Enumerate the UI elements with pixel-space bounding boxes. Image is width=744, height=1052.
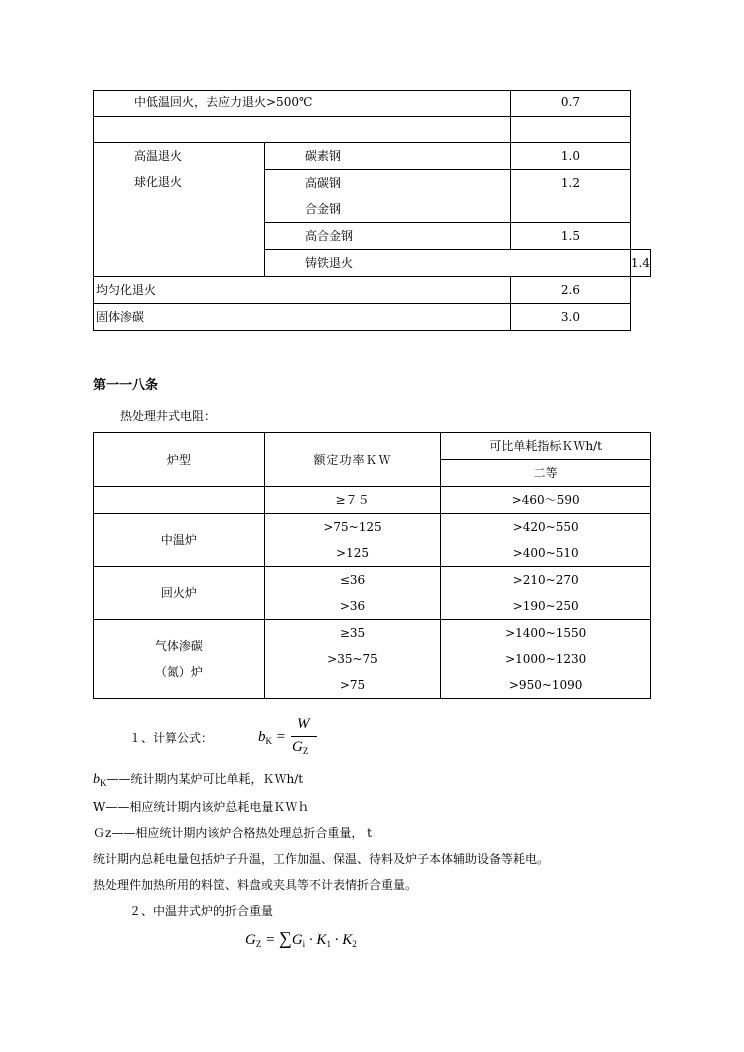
- value-cell: [441, 567, 651, 620]
- power-cell: [264, 567, 441, 620]
- note-2: 热处理件加热所用的料筐、料盘或夹具等不计表情折合重量。: [93, 878, 418, 892]
- value-line: >1400~1550: [505, 626, 587, 640]
- annealing-coefficient-table: [93, 90, 651, 331]
- row-value: 1.4: [630, 250, 650, 277]
- power-cell: [264, 620, 441, 699]
- section-heading: 第一一八条: [93, 378, 159, 393]
- row-value: 1.2: [511, 170, 631, 223]
- value-line: >400~510: [512, 546, 579, 560]
- steel-type: [264, 170, 510, 223]
- row-value: 3.0: [511, 304, 631, 331]
- value-line: >210~270: [512, 573, 579, 587]
- value-cell: >460～590: [441, 487, 651, 514]
- value-line: >1000~1230: [505, 652, 587, 666]
- row-label: [94, 143, 265, 277]
- note-1: 统计期内总耗电量包括炉子升温，工作加温、保温、待料及炉子本体辅助设备等耗电。: [93, 852, 550, 866]
- power-cell: ≥７５: [264, 487, 441, 514]
- type-cell: [94, 620, 265, 699]
- steel-type: 高合金钢: [264, 223, 510, 250]
- type-cell: 中温炉: [94, 514, 265, 567]
- row-value: 0.7: [511, 91, 631, 117]
- value-line: >950~1090: [508, 678, 583, 692]
- power-line: >125: [336, 546, 369, 560]
- row-value: 1.5: [511, 223, 631, 250]
- power-line: ≤36: [339, 573, 366, 587]
- formula-gz: $G_Z = \sum G_i \cdot K_1 \cdot K_2$: [245, 928, 357, 949]
- bk-definition: [93, 770, 303, 792]
- power-line: ≥35: [339, 626, 366, 640]
- header-type: 炉型: [94, 433, 265, 487]
- section-intro: 热处理井式电阻：: [120, 409, 217, 423]
- row-label: 均匀化退火: [94, 277, 511, 304]
- power-line: >35~75: [327, 652, 378, 666]
- w-definition: W——相应统计期内该炉总耗电量ＫＷｈ: [93, 800, 310, 814]
- value-line: >420~550: [512, 520, 579, 534]
- power-line: >36: [339, 599, 366, 613]
- item-1-label: １、计算公式：: [129, 731, 214, 745]
- item-2-label: ２、中温井式炉的折合重量: [129, 904, 274, 918]
- label-line: 球化退火: [134, 175, 183, 189]
- value-cell: [441, 514, 651, 567]
- label-line: 高碳钢: [304, 176, 341, 190]
- value-line: >190~250: [512, 599, 579, 613]
- type-line: （氮）炉: [154, 665, 203, 679]
- power-line: >75: [339, 678, 366, 692]
- empty-cell: [511, 117, 631, 143]
- type-cell: [94, 487, 265, 514]
- steel-type: 碳素钢: [264, 143, 510, 170]
- gz-definition: Ｇz——相应统计期内该炉合格热处理总折合重量， t: [93, 826, 372, 840]
- furnace-consumption-table: [93, 432, 651, 699]
- row-label: 固体渗碳: [94, 304, 511, 331]
- type-line: 气体渗碳: [154, 639, 203, 653]
- header-index: 可比单耗指标ＫＷh/t: [441, 433, 651, 460]
- label-line: 合金钢: [304, 202, 341, 216]
- bk-symbol: $b_K$: [93, 772, 107, 788]
- empty-cell: [94, 117, 511, 143]
- header-power: 额定功率ＫＷ: [264, 433, 441, 487]
- type-cell: 回火炉: [94, 567, 265, 620]
- header-grade: 二等: [441, 460, 651, 487]
- formula-bk: $b_K$ = W $G_Z$: [258, 714, 348, 758]
- label-line: 高温退火: [134, 149, 183, 163]
- power-line: >75~125: [323, 520, 382, 534]
- row-label: 中低温回火，去应力退火>500℃: [94, 91, 511, 117]
- row-label: 铸铁退火: [264, 250, 630, 277]
- bk-definition-text: ——统计期内某炉可比单耗，ＫＷh/t: [106, 772, 304, 786]
- row-value: 1.0: [511, 143, 631, 170]
- value-cell: [441, 620, 651, 699]
- power-cell: [264, 514, 441, 567]
- row-value: 2.6: [511, 277, 631, 304]
